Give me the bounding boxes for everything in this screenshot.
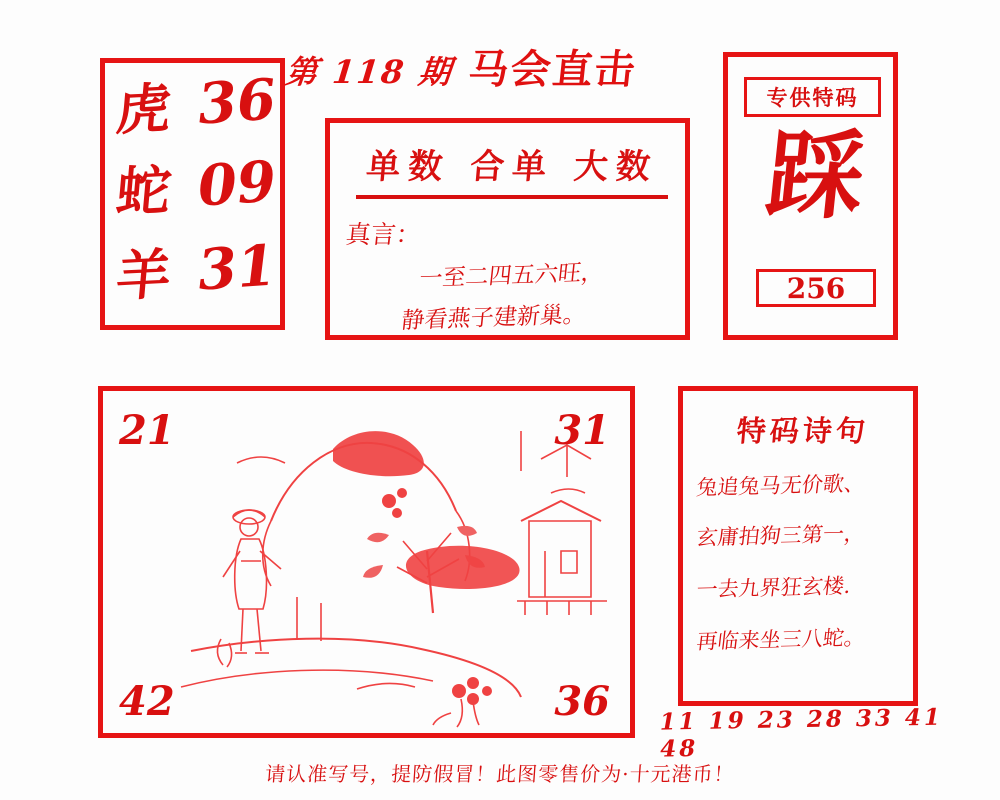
poem-numbers: 11 19 23 28 33 41 48: [659, 703, 944, 763]
picture-corner-number-bottom-right: 36: [554, 678, 610, 725]
poem-title: 特码诗句: [735, 414, 871, 448]
special-code-tag: 专供特码: [744, 77, 881, 117]
poem-line: 再临来坐三八蛇。: [695, 625, 867, 654]
illustration-panel: [98, 386, 635, 738]
zodiac-number: 31: [195, 232, 279, 304]
zodiac-name: 虎: [113, 75, 174, 143]
zodiac-panel: [100, 58, 285, 330]
picture-corner-number-top-right: 31: [554, 407, 610, 454]
zodiac-row: [105, 65, 290, 149]
divider: [356, 195, 668, 199]
poem-line: 一去九界狂玄楼.: [695, 573, 853, 602]
special-code-number: 256: [756, 269, 876, 307]
footer-note: 请认准写号，提防假冒！此图零售价为·十元港币！: [264, 762, 736, 786]
issue-number: 第 118 期: [283, 53, 455, 91]
prediction-line-2: 静看燕子建新巢。: [399, 301, 588, 335]
poem-line: 兔追兔马无价歌、: [695, 471, 867, 500]
special-code-word: 踩: [761, 119, 870, 232]
picture-corner-number-bottom-left: 42: [119, 678, 175, 725]
poem-panel: [678, 386, 918, 706]
zodiac-number: 09: [195, 148, 279, 220]
special-code-panel: [723, 52, 898, 340]
zodiac-name: 蛇: [113, 157, 174, 225]
zodiac-row: [105, 147, 290, 231]
illustration-artwork: [121, 401, 621, 731]
prediction-label: 真言：: [344, 220, 423, 249]
picture-corner-number-top-left: 21: [119, 407, 175, 454]
page-title: [283, 38, 709, 95]
prediction-line-1: 一至二四五六旺，: [417, 259, 606, 293]
zodiac-name: 羊: [113, 241, 174, 309]
prediction-keywords: 单数 合单 大数: [364, 147, 660, 187]
poem-line: 玄庸拍狗三第一，: [695, 521, 867, 550]
title-text: 马会直击: [466, 46, 640, 93]
zodiac-row: [105, 231, 290, 315]
prediction-panel: [325, 118, 690, 340]
zodiac-number: 36: [195, 66, 279, 138]
